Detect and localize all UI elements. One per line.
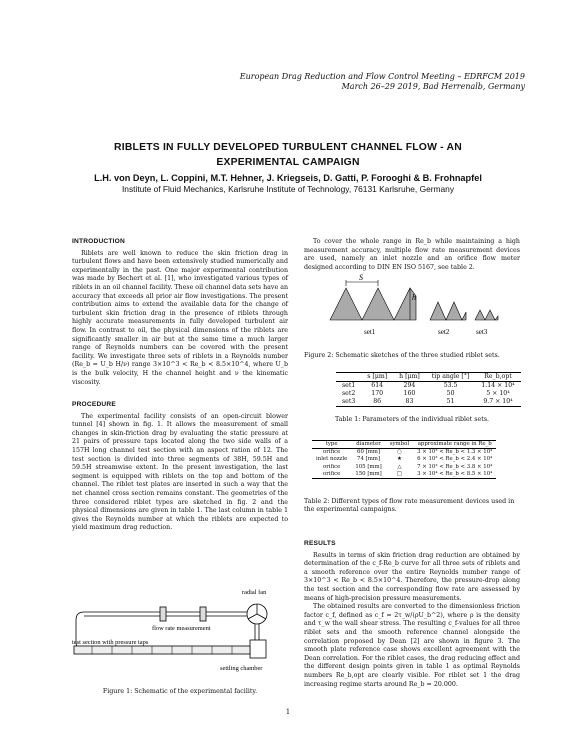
title-line-2: EXPERIMENTAL CAMPAIGN: [216, 157, 360, 168]
riblet-sketch: [330, 273, 500, 348]
paper-title: [60, 140, 516, 170]
section-heading-introduction: INTRODUCTION: [72, 238, 125, 245]
procedure-paragraph: The experimental facility consists of an open-circuit blower tunnel [4] shown in fig. 1. It allows the measurement of small changes in skin-friction drag by evaluating the static pressure at 21 pairs of pressure taps located along the two side walls of a 157H long channel test section with an aspect ration of 12. The test section is divided into three segments of 38H, 59.5H and 59.5H streamwise extent. In the present investigation, the last segment is equipped with riblets on the top and bottom of the channel. The riblet test plates are inserted in such a way that the net channel cross section remains constant. The geometries of the three considered riblet types are sketched in fig. 2 and the physical dimensions are given in table 1. The last column in table 1 gives the Reynolds number at which the riblets are expected to yield maximum drag reduction.: [72, 412, 288, 532]
table1-header: h [μm]: [393, 373, 426, 382]
label-settling-chamber: settling chamber: [220, 665, 263, 672]
label-set1: set1: [364, 328, 376, 336]
table2-header: diameter: [351, 441, 385, 449]
title-line-1: RIBLETS IN FULLY DEVELOPED TURBULENT CHANNEL FLOW - AN: [114, 142, 462, 153]
table-cell: ○: [397, 449, 402, 456]
table-cell: 9.7 × 10⁴: [475, 398, 520, 407]
table1-header: Re_b,opt: [475, 373, 520, 382]
section-heading-procedure: PROCEDURE: [72, 401, 116, 409]
table-cell: △: [397, 463, 402, 470]
table-cell: 170: [371, 390, 384, 397]
table-cell: 3 × 10³ < Re_b < 1.3 × 10⁴: [417, 449, 493, 456]
conference-header: [240, 72, 525, 92]
table2-header: symbol: [386, 441, 413, 449]
table-row: [336, 398, 521, 407]
table-cell: 60 [mm]: [357, 449, 381, 456]
table1-header-row: [336, 373, 521, 382]
table-cell: orifice: [322, 449, 341, 456]
conference-name: European Drag Reduction and Flow Control Meeting – EDRFCM 2019: [239, 72, 525, 81]
table-cell: 51: [426, 398, 476, 407]
table-cell: set3: [336, 398, 361, 407]
page-number: 1: [285, 708, 291, 716]
table-row: [312, 456, 496, 463]
table-cell: □: [386, 471, 413, 479]
right-column-intro: [304, 238, 520, 272]
table-cell: 150 [mm]: [351, 471, 385, 479]
affiliation: Institute of Fluid Mechanics, Karlsruhe Institute of Technology, 76131 Karlsruhe, Germany: [121, 184, 455, 194]
table-cell: orifice: [312, 471, 351, 479]
table-cell: 3 × 10⁴ < Re_b < 8.5 × 10⁴: [413, 471, 496, 479]
table-cell: 83: [393, 398, 426, 407]
table-row: [336, 390, 521, 398]
label-h: h: [412, 293, 416, 302]
table-cell: 74 [mm]: [357, 456, 381, 463]
table-row: [336, 382, 521, 391]
results-paragraph-2: The obtained results are converted to the dimensionless friction factor c_f, defined as c_f = 2τ_w/(ρU_b^2), where ρ is the density and τ_w the wall shear stress. The resulting c_f-values for all three riblet sets and the smooth reference channel alongside the correlation proposed by Dean [2] are shown in figure 3. The smooth plate reference case shows excellent agreement with the Dean correlation. For the riblet cases, the drag reducing effect and the different design points given in table 1 as optimal Reynolds numbers Re_b,opt are clearly visible. For riblet set 1 the drag increasing regime starts around Re_b = 20.000.: [304, 603, 520, 688]
table2-caption: Table 2: Different types of flow rate measurement devices used in the experimental campaigns.: [304, 498, 515, 514]
table-cell: 53.5: [443, 382, 458, 389]
table2-header: type: [312, 441, 351, 449]
figure2-caption: Figure 2: Schematic sketches of the three studied riblet sets.: [304, 352, 500, 359]
table-cell: 160: [403, 390, 416, 397]
section-heading-results: RESULTS: [304, 540, 336, 547]
table1-header: tip angle [°]: [426, 373, 476, 382]
riblet-set2-profile: [430, 302, 466, 320]
table-cell: set2: [342, 390, 356, 397]
table-cell: ★: [397, 456, 402, 463]
table-cell: 1.14 × 10⁴: [481, 382, 515, 389]
table-cell: 6 × 10³ < Re_b < 2.4 × 10⁴: [417, 456, 493, 463]
label-flow-rate: flow rate measurement: [152, 625, 211, 632]
table-cell: 105 [mm]: [355, 463, 382, 470]
table-row: [312, 471, 496, 479]
label-radial-fan: radial fan: [242, 589, 267, 596]
conference-date: March 26–29 2019, Bad Herrenalb, Germany: [341, 82, 525, 91]
table1-riblet-parameters: [336, 372, 521, 407]
table-cell: 7 × 10³ < Re_b < 3.8 × 10⁴: [417, 463, 493, 470]
figure1-caption: Figure 1: Schematic of the experimental facility.: [102, 688, 258, 695]
measurement-paragraph: To cover the whole range in Re_b while maintaining a high measurement accuracy, multiple flow rate measurement devices are used, namely an inlet nozzle and an orifice flow meter designed according to DIN EN ISO 5167, see table 2.: [304, 238, 520, 271]
riblet-set1-profile: [330, 288, 416, 320]
table-cell: 294: [403, 382, 416, 389]
facility-schematic: [72, 586, 292, 686]
table2-header: approximate range in Re_b: [413, 441, 496, 449]
table1-caption: Table 1: Parameters of the individual riblet sets.: [334, 416, 490, 423]
table-cell: orifice: [322, 463, 341, 470]
left-column: [72, 238, 288, 533]
table2-flow-devices: [312, 440, 496, 479]
table-cell: set1: [342, 382, 356, 389]
introduction-paragraph: Riblets are well known to reduce the skin friction drag in turbulent flows and have been extensively studied numerically and experimentally in the past. One major experimental contribution was made by Bechert et al. [1], who investigated various types of riblets in an oil channel facility. These oil channel data sets have an accuracy that exceeds all prior air flow investigations. The present contribution aims to extend the available data for the change of turbulent skin friction drag in the presence of riblets through highly accurate measurements in fully developed turbulent air flow. In contrast to oil, the physical dimensions of the riblets are significantly smaller in air but at the same time a much larger range of Reynolds numbers can be covered with the present facility. We investigate three sets of riblets in a Reynolds number (Re_b = U_b H/ν) range 3×10^3 < Re_b < 8.5×10^4, where U_b is the bulk velocity, H the channel height and ν the kinematic viscosity.: [72, 249, 289, 386]
riblet-set3-profile: [475, 310, 498, 320]
results-paragraph-1: Results in terms of skin friction drag reduction are obtained by determination of the c_f-Re_b curve for all three sets of riblets and a smooth reference over the entire Reynolds number range of 3×10^3 < Re_b < 8.5×10^4. Therefore, the pressure-drop along the test section and the corresponding flow rate are assessed by means of high-precision pressure measurements.: [304, 551, 520, 602]
table2-header-row: [312, 441, 496, 449]
table-cell: 614: [371, 382, 384, 389]
table1-header: [336, 373, 361, 382]
table-cell: 5 × 10⁴: [486, 390, 510, 397]
table-row: [312, 464, 496, 471]
results-section: [304, 540, 520, 689]
table1-header: s [μm]: [361, 373, 393, 382]
label-test-section: test section with pressure taps: [72, 639, 149, 646]
table-cell: inlet nozzle: [316, 456, 348, 463]
table-cell: 86: [361, 398, 393, 407]
label-S: S: [359, 273, 363, 282]
label-set3: set3: [476, 328, 488, 336]
label-set2: set2: [438, 328, 450, 336]
author-list: L.H. von Deyn, L. Coppini, M.T. Hehner, J. Kriegseis, D. Gatti, P. Forooghi & B. Frohnapfel: [94, 173, 482, 183]
table-cell: 50: [446, 390, 455, 397]
